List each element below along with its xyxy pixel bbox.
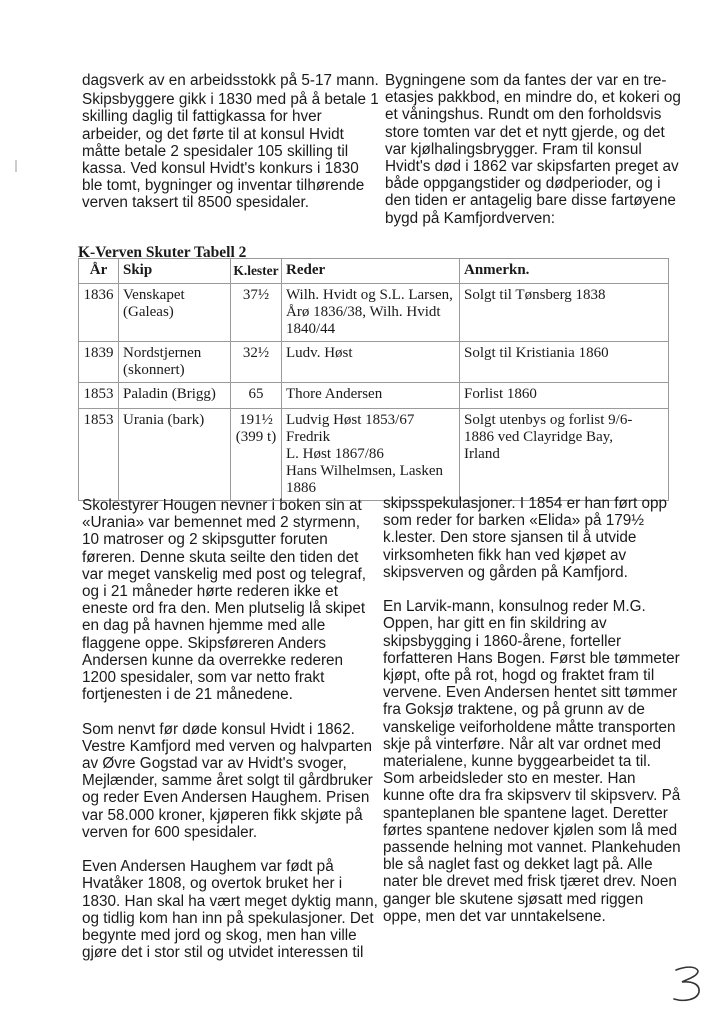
cell-kl — [231, 284, 282, 342]
cell-ship — [119, 383, 231, 409]
text-line: Skipsbyggere gikk i 1830 med på å betale 1 — [82, 91, 379, 109]
text-line: Oppen, har gitt en fin skildring av — [383, 615, 607, 633]
text-line: føreren. Denne skuta seilte den tiden det — [82, 548, 359, 566]
text-line: Vestre Kamfjord med verven og halvparten — [82, 737, 372, 755]
text-line: måtte betale 2 spesidaler 105 skilling til — [82, 142, 349, 160]
cell-line: 65 — [248, 386, 264, 402]
text-line: kassa. Ved konsul Hvidt's konkurs i 1830 — [82, 160, 359, 178]
text-line: skipsbygging i 1860-årene, forteller — [383, 632, 622, 650]
cell-year: 1839 — [79, 342, 119, 383]
cell-line: Thore Andersen — [286, 386, 383, 402]
text-line: forfatteren Hans Bogen. Først ble tømmeter — [383, 649, 680, 667]
table-header-row — [79, 259, 669, 284]
text-line: den tiden er antagelig bare disse fartøyene — [385, 192, 676, 210]
header-year: År — [79, 259, 119, 284]
table-title: K-Verven Skuter Tabell 2 — [78, 244, 247, 261]
text-line: nater ble drevet med frisk tjæret drev. Noen — [383, 873, 677, 891]
paragraph — [82, 858, 378, 961]
cell-line: Paladin (Brigg) — [123, 386, 216, 402]
paragraph — [383, 495, 681, 581]
cell-year: 1853 — [79, 383, 119, 409]
cell-line: Urania (bark) — [123, 412, 205, 428]
text-column-top-left — [82, 72, 379, 212]
cell-year: 1853 — [79, 409, 119, 501]
cell-line: Ludvig Høst 1853/67 Fredrik — [286, 412, 415, 445]
table-row — [79, 409, 669, 501]
header-note: Anmerkn. — [460, 259, 669, 284]
text-line: flaggene oppe. Skipsføreren Anders — [82, 634, 327, 652]
text-line: spanteplanen ble spantene laget. Deretter — [383, 804, 668, 822]
cell-ship — [119, 342, 231, 383]
cell-line: L. Høst 1867/86 — [286, 446, 384, 462]
text-line: 10 matroser og 2 skipsgutter foruten — [82, 531, 328, 549]
text-line: skipsspekulasjoner. I 1854 er han ført opp — [383, 495, 668, 512]
text-line: En Larvik-mann, konsulnog reder M.G. — [383, 598, 646, 616]
text-line: ble tomt, bygninger og inventar tilhørende — [82, 177, 365, 195]
text-line: og reder Even Andersen Haughem. Prisen — [82, 789, 370, 807]
paragraph — [82, 497, 378, 703]
text-line: kjøpt, ofte på rot, hogd og fraktet fram til — [383, 667, 655, 685]
cell-line: 1840/44 — [286, 321, 336, 337]
text-line: «Urania» var bemennet med 2 styrmenn, — [82, 514, 361, 532]
cell-line: 32½ — [242, 345, 270, 361]
text-line: førtes spantene nedover kjølen som lå med — [383, 821, 678, 839]
text-line: skje på vinterføre. Når alt var ordnet med — [383, 735, 662, 753]
text-line: 1200 spesidaler, som var netto frakt — [82, 669, 325, 687]
text-column-top-right — [385, 72, 681, 227]
text-line: virksomheten fikk han ved kjøpet av — [383, 546, 627, 564]
text-line: Hvidt's død i 1862 var skipsfarten preget av — [385, 158, 679, 176]
text-line: eneste ord fra den. Men plutselig lå skipet — [82, 600, 366, 618]
text-line: ble så naglet fast og dekket lagt på. Alle — [383, 856, 653, 874]
cell-ship — [119, 284, 231, 342]
cell-line: (399 t) — [235, 429, 277, 445]
table-row — [79, 284, 669, 342]
text-line: passende helning mot vannet. Plankehuden — [383, 839, 681, 857]
cell-line: Irland — [464, 446, 500, 462]
table-row — [79, 342, 669, 383]
text-line: etasjes pakkbod, en mindre do, et kokeri og — [385, 89, 681, 107]
cell-line: (Galeas) — [123, 304, 174, 320]
text-line: skipsverven og gården på Kamfjord. — [383, 563, 628, 581]
text-line: Hvatåker 1808, og overtok bruket her i — [82, 875, 343, 893]
text-line: vervene. Even Andersen hentet sitt tømmer — [383, 684, 678, 702]
text-line: et våningshus. Rundt om den forholdsvis — [385, 106, 662, 124]
text-line: verven taksert til 8500 spesidaler. — [82, 194, 310, 212]
text-line: fra Goksjø traktene, og på grunn av de — [383, 701, 645, 719]
text-line: som reder for barken «Elida» på 179½ — [383, 512, 645, 530]
text-line: verven for 600 spesidaler. — [82, 823, 258, 841]
text-line: materialene, kunne byggearbeidet ta til. — [383, 753, 651, 771]
cell-reder — [282, 284, 460, 342]
text-line: Andersen kunne da overrekke rederen — [82, 651, 344, 669]
cell-note — [460, 284, 669, 342]
cell-line: Nordstjernen — [123, 345, 202, 361]
cell-reder — [282, 383, 460, 409]
cell-line: Venskapet — [123, 287, 185, 303]
text-line: dagsverk av en arbeidsstokk på 5-17 mann. — [82, 72, 379, 89]
text-line: skilling daglig til fattigkassa for hver — [82, 108, 322, 126]
text-line: k.lester. Den store sjansen til å utvide — [383, 529, 637, 547]
paragraph — [82, 721, 378, 841]
cell-line: Solgt til Tønsberg 1838 — [464, 287, 606, 303]
cell-reder — [282, 409, 460, 501]
cell-kl — [231, 342, 282, 383]
cell-line: Årø 1836/38, Wilh. Hvidt — [286, 304, 441, 320]
cell-kl — [231, 383, 282, 409]
text-line: ganger ble skutene sjøsatt med riggen — [383, 890, 644, 908]
header-klester: K.lester — [231, 259, 282, 284]
cell-line: Forlist 1860 — [464, 386, 537, 402]
text-line: Som arbeidsleder sto en mester. Han — [383, 770, 636, 788]
cell-line: Wilh. Hvidt og S.L. Larsen, — [286, 287, 453, 303]
text-column-bottom-right — [383, 495, 681, 942]
text-line: og i 21 måneder hørte rederen ikke et — [82, 583, 338, 601]
text-line: bygd på Kamfjordverven: — [385, 209, 556, 227]
cell-note — [460, 342, 669, 383]
text-line: Som nenvt før døde konsul Hvidt i 1862. — [82, 720, 355, 738]
text-line: arbeider, og det førte til at konsul Hvidt — [82, 125, 344, 143]
text-line: vanskelige veiforholdene måtte transporten — [383, 718, 676, 736]
cell-line: 1886 ved Clayridge Bay, — [464, 429, 613, 445]
cell-note — [460, 383, 669, 409]
text-line: og tidlig kom han inn på spekulasjoner. Det — [82, 909, 374, 927]
cell-line: 1886 — [286, 480, 316, 496]
text-line: Skolestyrer Hougen nevner i boken sin at — [82, 497, 362, 514]
text-line: Bygningene som da fantes der var en tre- — [385, 72, 667, 89]
text-line: oppe, men det var unntakelsene. — [383, 907, 606, 925]
text-line: gjøre det i stor stil og utvidet interessen til — [82, 944, 364, 962]
cell-year: 1836 — [79, 284, 119, 342]
text-line: av Øvre Gogstad var av Hvidt's svoger, — [82, 755, 347, 773]
cell-note — [460, 409, 669, 501]
cell-line: 37½ — [242, 287, 270, 303]
text-line: var meget vanskelig med post og telegraf, — [82, 565, 366, 583]
paragraph — [383, 598, 681, 925]
text-line: kunne ofte dra fra skipsverv til skipsverv. På — [383, 787, 681, 805]
text-line: både oppgangstider og dødperioder, og i — [385, 175, 661, 193]
text-line: Mejlænder, samme året solgt til gårdbruker — [82, 772, 373, 790]
text-line: var kjølhalingsbrygger. Fram til konsul — [385, 140, 642, 158]
header-reder: Reder — [282, 259, 460, 284]
cell-line: 191½ — [239, 412, 273, 428]
cell-reder — [282, 342, 460, 383]
ship-table — [78, 258, 669, 501]
header-ship: Skip — [119, 259, 231, 284]
text-line: store tomten var det et nytt gjerde, og det — [385, 123, 665, 141]
text-line: var 58.000 kroner, kjøperen fikk skjøte på — [82, 806, 363, 824]
table-row — [79, 383, 669, 409]
text-line: 1830. Han skal ha vært meget dyktig mann, — [82, 892, 378, 910]
text-column-bottom-left — [82, 497, 378, 979]
cell-kl — [231, 409, 282, 501]
text-line: begynte med jord og skog, men han ville — [82, 927, 357, 945]
cell-line: Hans Wilhelmsen, Lasken — [286, 463, 444, 479]
cell-line: Solgt utenbys og forlist 9/6- — [464, 412, 633, 428]
text-line: Even Andersen Haughem var født på — [82, 858, 334, 876]
handwritten-page-number — [668, 962, 708, 1007]
cell-line: Ludv. Høst — [286, 345, 353, 361]
text-line: fortjenesten i de 21 månedene. — [82, 686, 293, 704]
cell-line: Solgt til Kristiania 1860 — [464, 345, 609, 361]
text-line: en dag på havnen hjemme med alle — [82, 617, 326, 635]
scan-mark — [15, 160, 17, 172]
cell-ship — [119, 409, 231, 501]
cell-line: (skonnert) — [123, 362, 185, 378]
